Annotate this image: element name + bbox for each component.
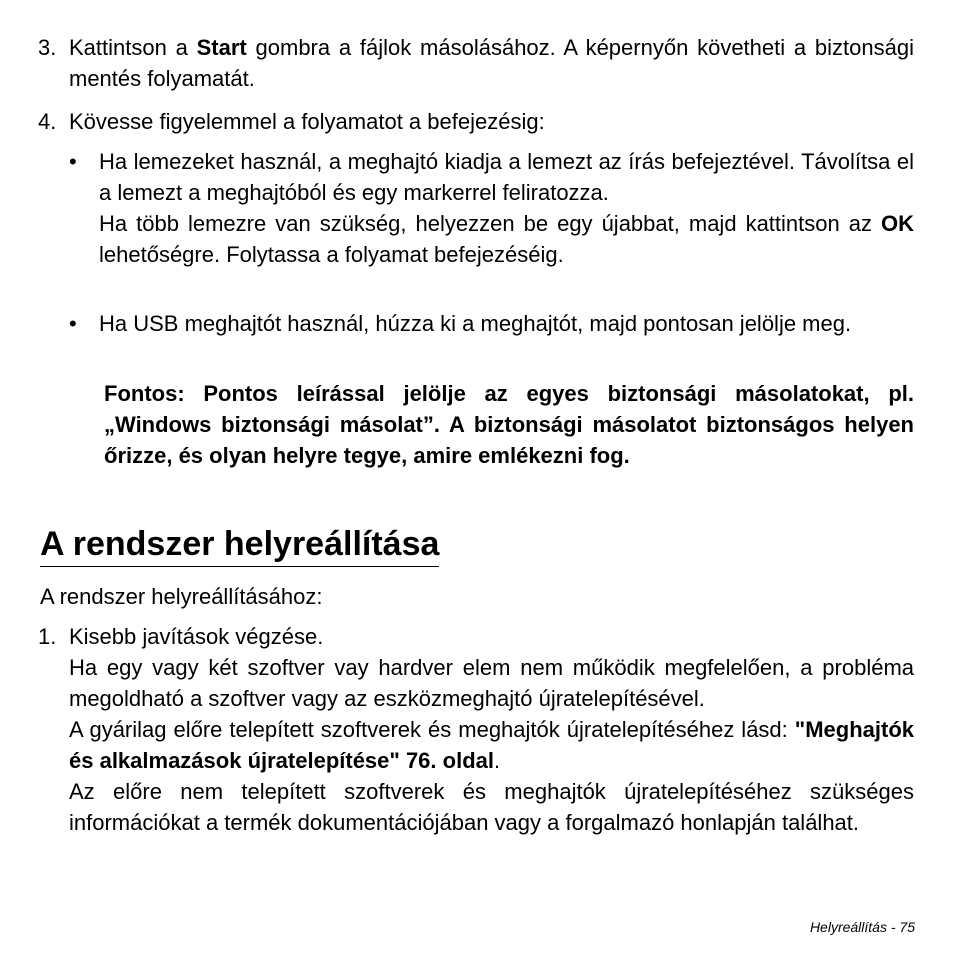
cross-reference: "Meghajtók és alkalmazások újratelepítése" 76. oldal bbox=[69, 717, 914, 773]
list-item-3 bbox=[69, 32, 914, 94]
page-number: 75 bbox=[899, 919, 915, 935]
list-number-1: 1. bbox=[38, 624, 57, 649]
list-number-3: 3. bbox=[38, 35, 57, 60]
bullet-disks-paragraph-2: Ha több lemezre van szükség, helyezzen be egy újabbat, majd kattintson az OK lehetőségre. Folytassa a folyamat befejezéséig. bbox=[99, 211, 914, 267]
bullet-usb-text: Ha USB meghajtót használ, húzza ki a meghajtót, majd pontosan jelölje meg. bbox=[99, 311, 852, 336]
list-item-4-text: Kövesse figyelemmel a folyamatot a befejezésig: bbox=[69, 109, 545, 134]
important-note: Fontos: Pontos leírással jelölje az egyes biztonsági másolatokat, pl. „Windows biztonsági másolat”. A biztonsági másolatot biztonságos helyen őrizze, és olyan helyre tegye, amire emlékezni fog. bbox=[104, 381, 914, 468]
bullet-marker-1: • bbox=[69, 149, 77, 174]
page-footer bbox=[810, 918, 915, 936]
section-heading: A rendszer helyreállítása bbox=[40, 522, 439, 567]
list-item-3-text: Kattintson a Start gombra a fájlok másolásához. A képernyőn követheti a biztonsági mentés folyamatát. bbox=[69, 35, 914, 91]
start-keyword: Start bbox=[196, 35, 247, 60]
list-number-4: 4. bbox=[38, 109, 57, 134]
section-intro: A rendszer helyreállításához: bbox=[40, 584, 323, 609]
bullet-marker-2: • bbox=[69, 311, 77, 336]
item-1-paragraph-2: A gyárilag előre telepített szoftverek és meghajtók újratelepítéséhez lásd: "Meghajtók és alkalmazások újratelepítése" 76. oldal. bbox=[69, 717, 914, 773]
bullet-disks-paragraph-1: Ha lemezeket használ, a meghajtó kiadja a lemezt az írás befejeztével. Távolítsa el a lemezt a meghajtóból és egy markerrel feliratozza. bbox=[99, 149, 914, 205]
item-1-title: Kisebb javítások végzése. bbox=[69, 624, 324, 649]
footer-section-name: Helyreállítás - bbox=[809, 919, 896, 935]
list-item-1 bbox=[69, 621, 914, 838]
bullet-item-disks bbox=[99, 146, 914, 270]
bullet-item-usb bbox=[99, 308, 914, 339]
item-1-paragraph-3: Az előre nem telepített szoftverek és meghajtók újratelepítéséhez szükséges információkat a termék dokumentációjában vagy a forgalmazó honlapján találhat. bbox=[69, 779, 914, 835]
list-item-4 bbox=[69, 106, 914, 137]
ok-keyword: OK bbox=[881, 211, 914, 236]
item-1-paragraph-1: Ha egy vagy két szoftver vay hardver elem nem működik megfelelően, a probléma megoldható a szoftver vagy az eszközmeghajtó újratelepítésével. bbox=[69, 655, 914, 711]
